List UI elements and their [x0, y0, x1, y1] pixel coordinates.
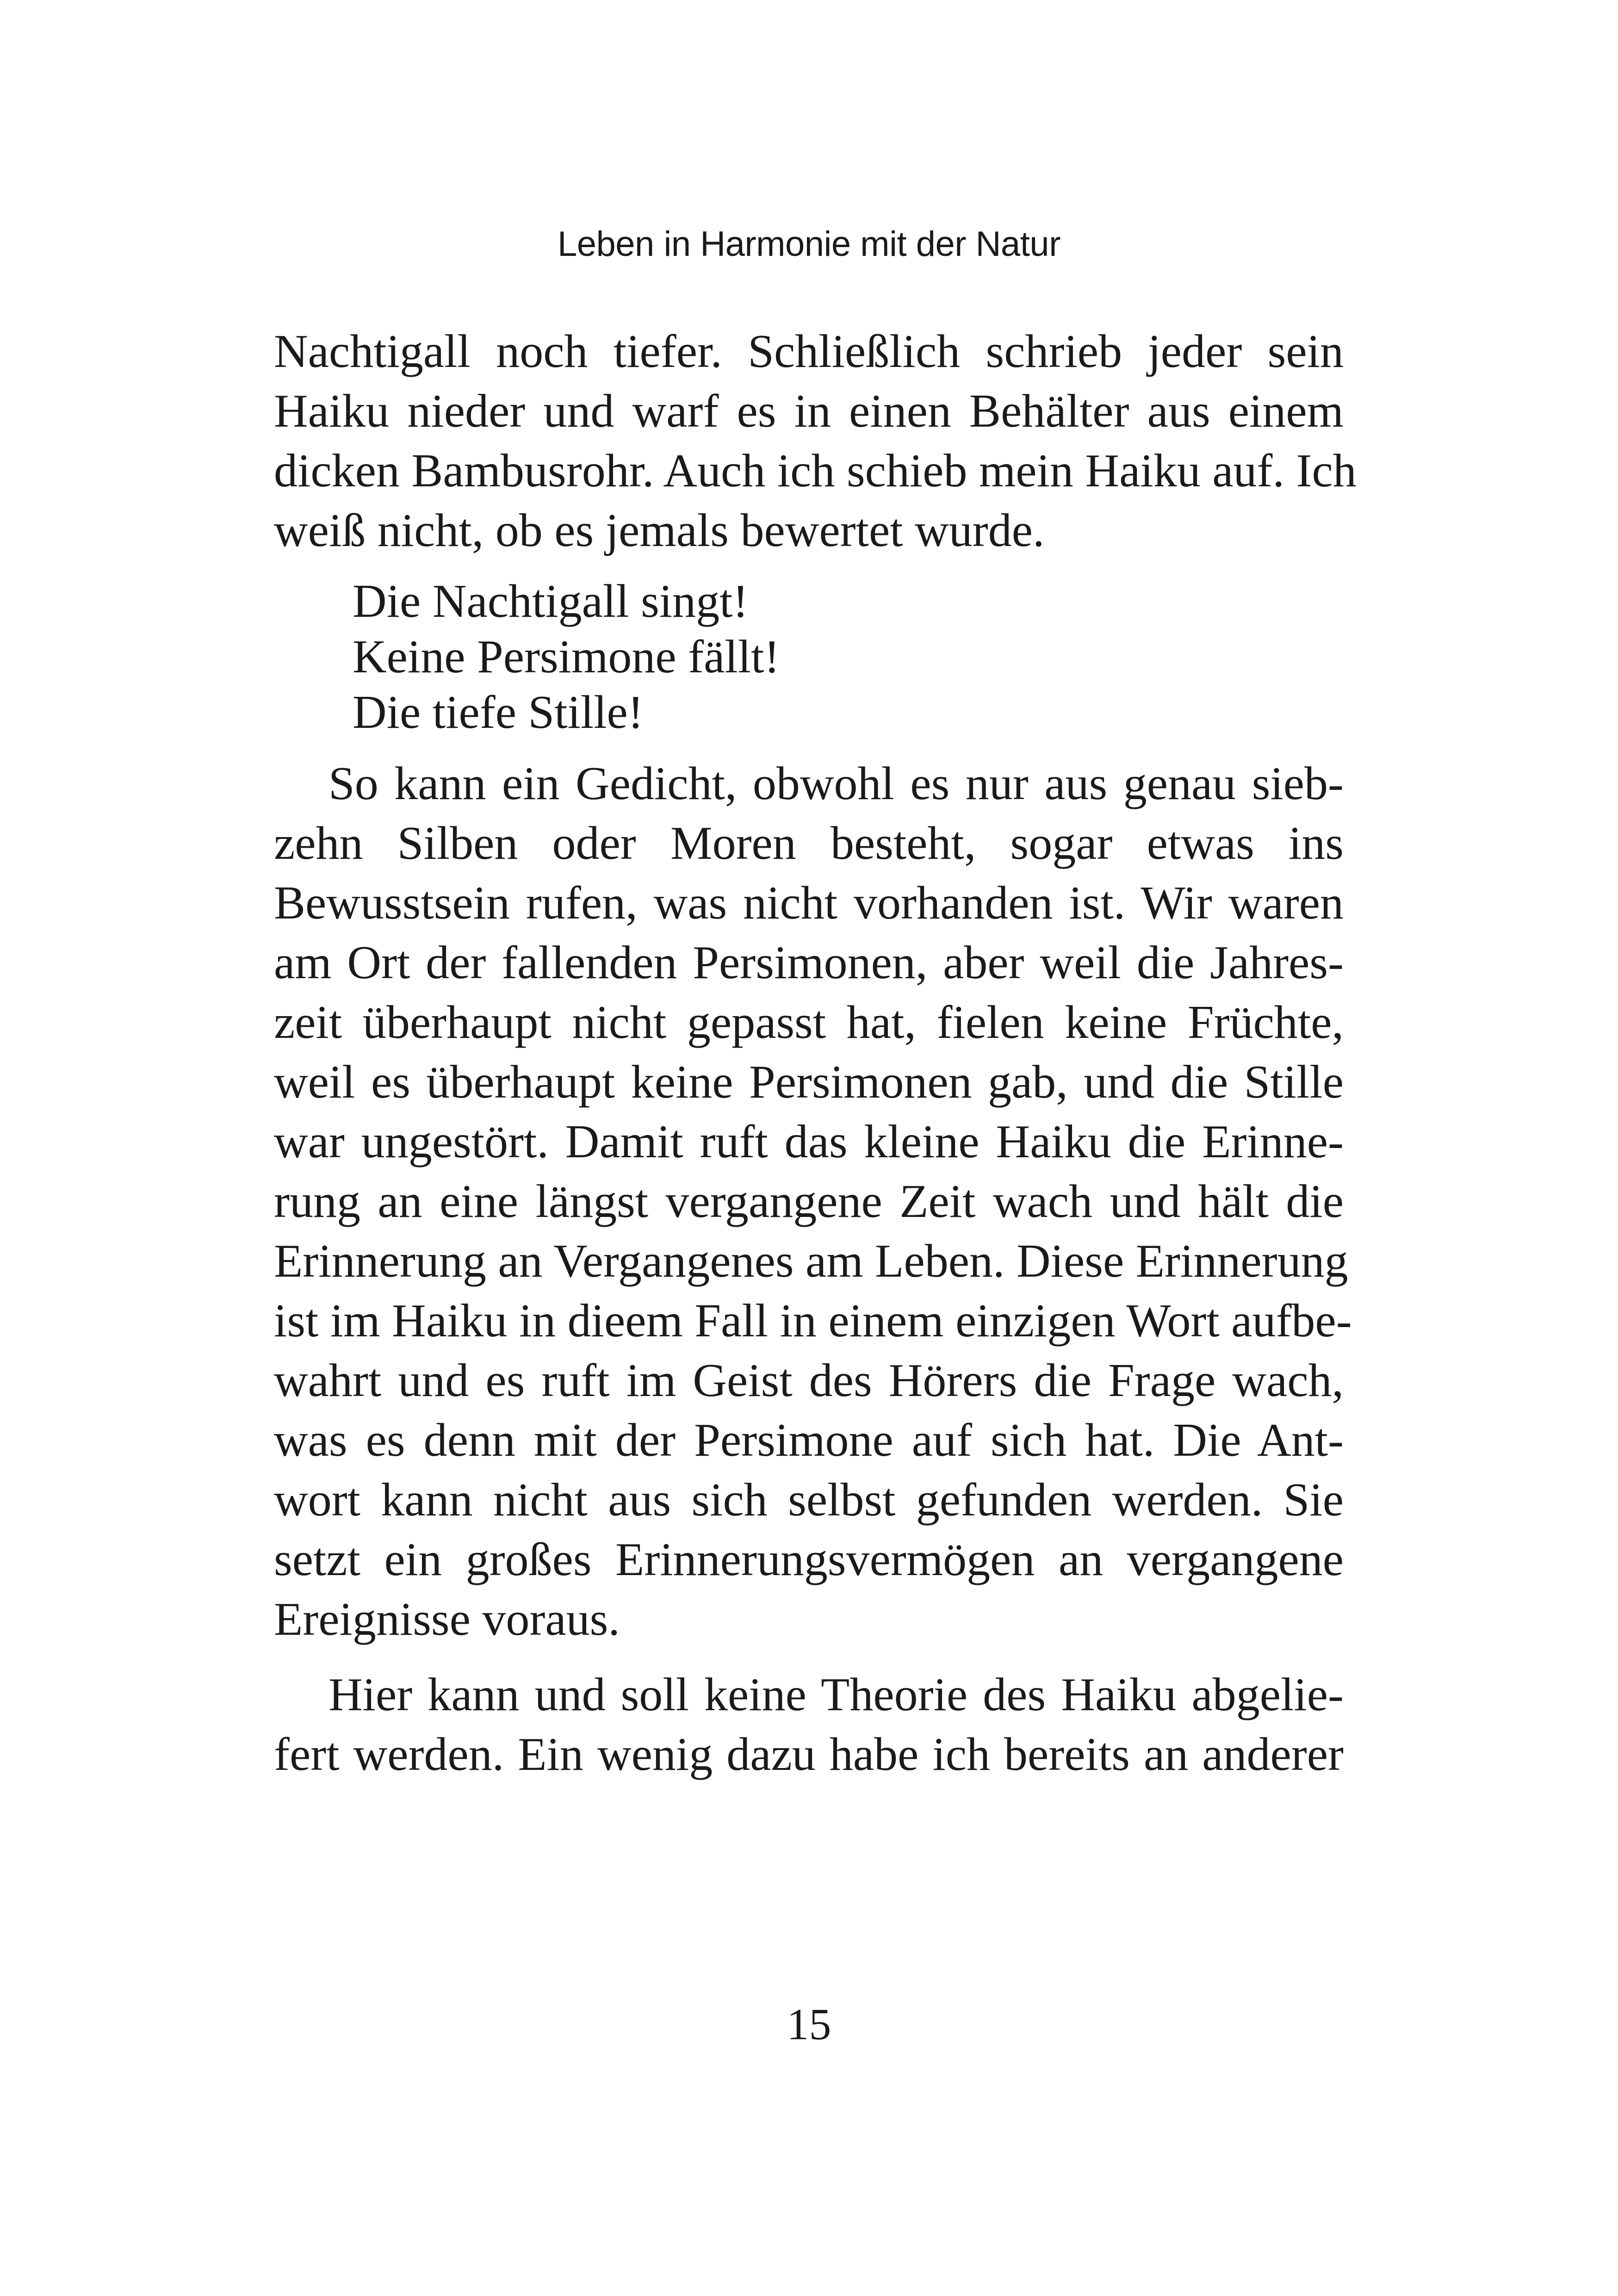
text-line: Ereignisse voraus.: [274, 1593, 620, 1645]
text-line: wort kann nicht aus sich selbst gefunden werden. Sie: [274, 1474, 1344, 1526]
text-line: Haiku nieder und warf es in einen Behälter aus einem: [274, 385, 1344, 437]
text-line: So kann ein Gedicht, obwohl es nur aus genau sieb-: [329, 757, 1344, 810]
running-head: Leben in Harmonie mit der Natur: [557, 224, 1061, 264]
text-line: weiß nicht, ob es jemals bewertet wurde.: [274, 504, 1045, 557]
body-text: [274, 322, 1357, 1784]
text-line: zehn Silben oder Moren besteht, sogar etwas ins: [274, 817, 1344, 869]
paragraph-1: [274, 322, 1357, 560]
text-line: war ungestört. Damit ruft das kleine Haiku die Erinne-: [274, 1116, 1344, 1168]
text-line: am Ort der fallenden Persimonen, aber weil die Jahres-: [274, 937, 1344, 989]
page-number: 15: [787, 1999, 831, 2049]
text-line: Erinnerung an Vergangenes am Leben. Diese Erinnerung: [274, 1235, 1348, 1287]
text-line: weil es überhaupt keine Persimonen gab, und die Stille: [274, 1056, 1344, 1108]
text-line: was es denn mit der Persimone auf sich hat. Die Ant-: [274, 1414, 1344, 1466]
text-line: rung an eine längst vergangene Zeit wach und hält die: [274, 1175, 1344, 1228]
text-line: fert werden. Ein wenig dazu habe ich bereits an anderer: [274, 1728, 1344, 1781]
verse-line: Die Nachtigall singt!: [353, 575, 749, 627]
text-line: dicken Bambusrohr. Auch ich schieb mein Haiku auf. Ich: [274, 445, 1357, 497]
text-line: setzt ein großes Erinnerungsvermögen an vergangene: [274, 1533, 1344, 1586]
verse-line: Die tiefe Stille!: [353, 686, 644, 738]
text-line: ist im Haiku in dieem Fall in einem einzigen Wort aufbe-: [274, 1295, 1352, 1347]
paragraph-2: [274, 754, 1352, 1649]
text-line: Hier kann und soll keine Theorie des Haiku abgelie-: [329, 1669, 1344, 1721]
text-line: Nachtigall noch tiefer. Schließlich schrieb jeder sein: [274, 325, 1344, 378]
text-line: Bewusstsein rufen, was nicht vorhanden ist. Wir waren: [274, 877, 1344, 929]
haiku-verse: [353, 574, 1344, 740]
text-line: wahrt und es ruft im Geist des Hörers die Frage wach,: [274, 1354, 1344, 1407]
paragraph-3: [274, 1665, 1344, 1784]
text-line: zeit überhaupt nicht gepasst hat, fielen keine Früchte,: [274, 996, 1344, 1049]
verse-line: Keine Persimone fällt!: [353, 631, 780, 683]
